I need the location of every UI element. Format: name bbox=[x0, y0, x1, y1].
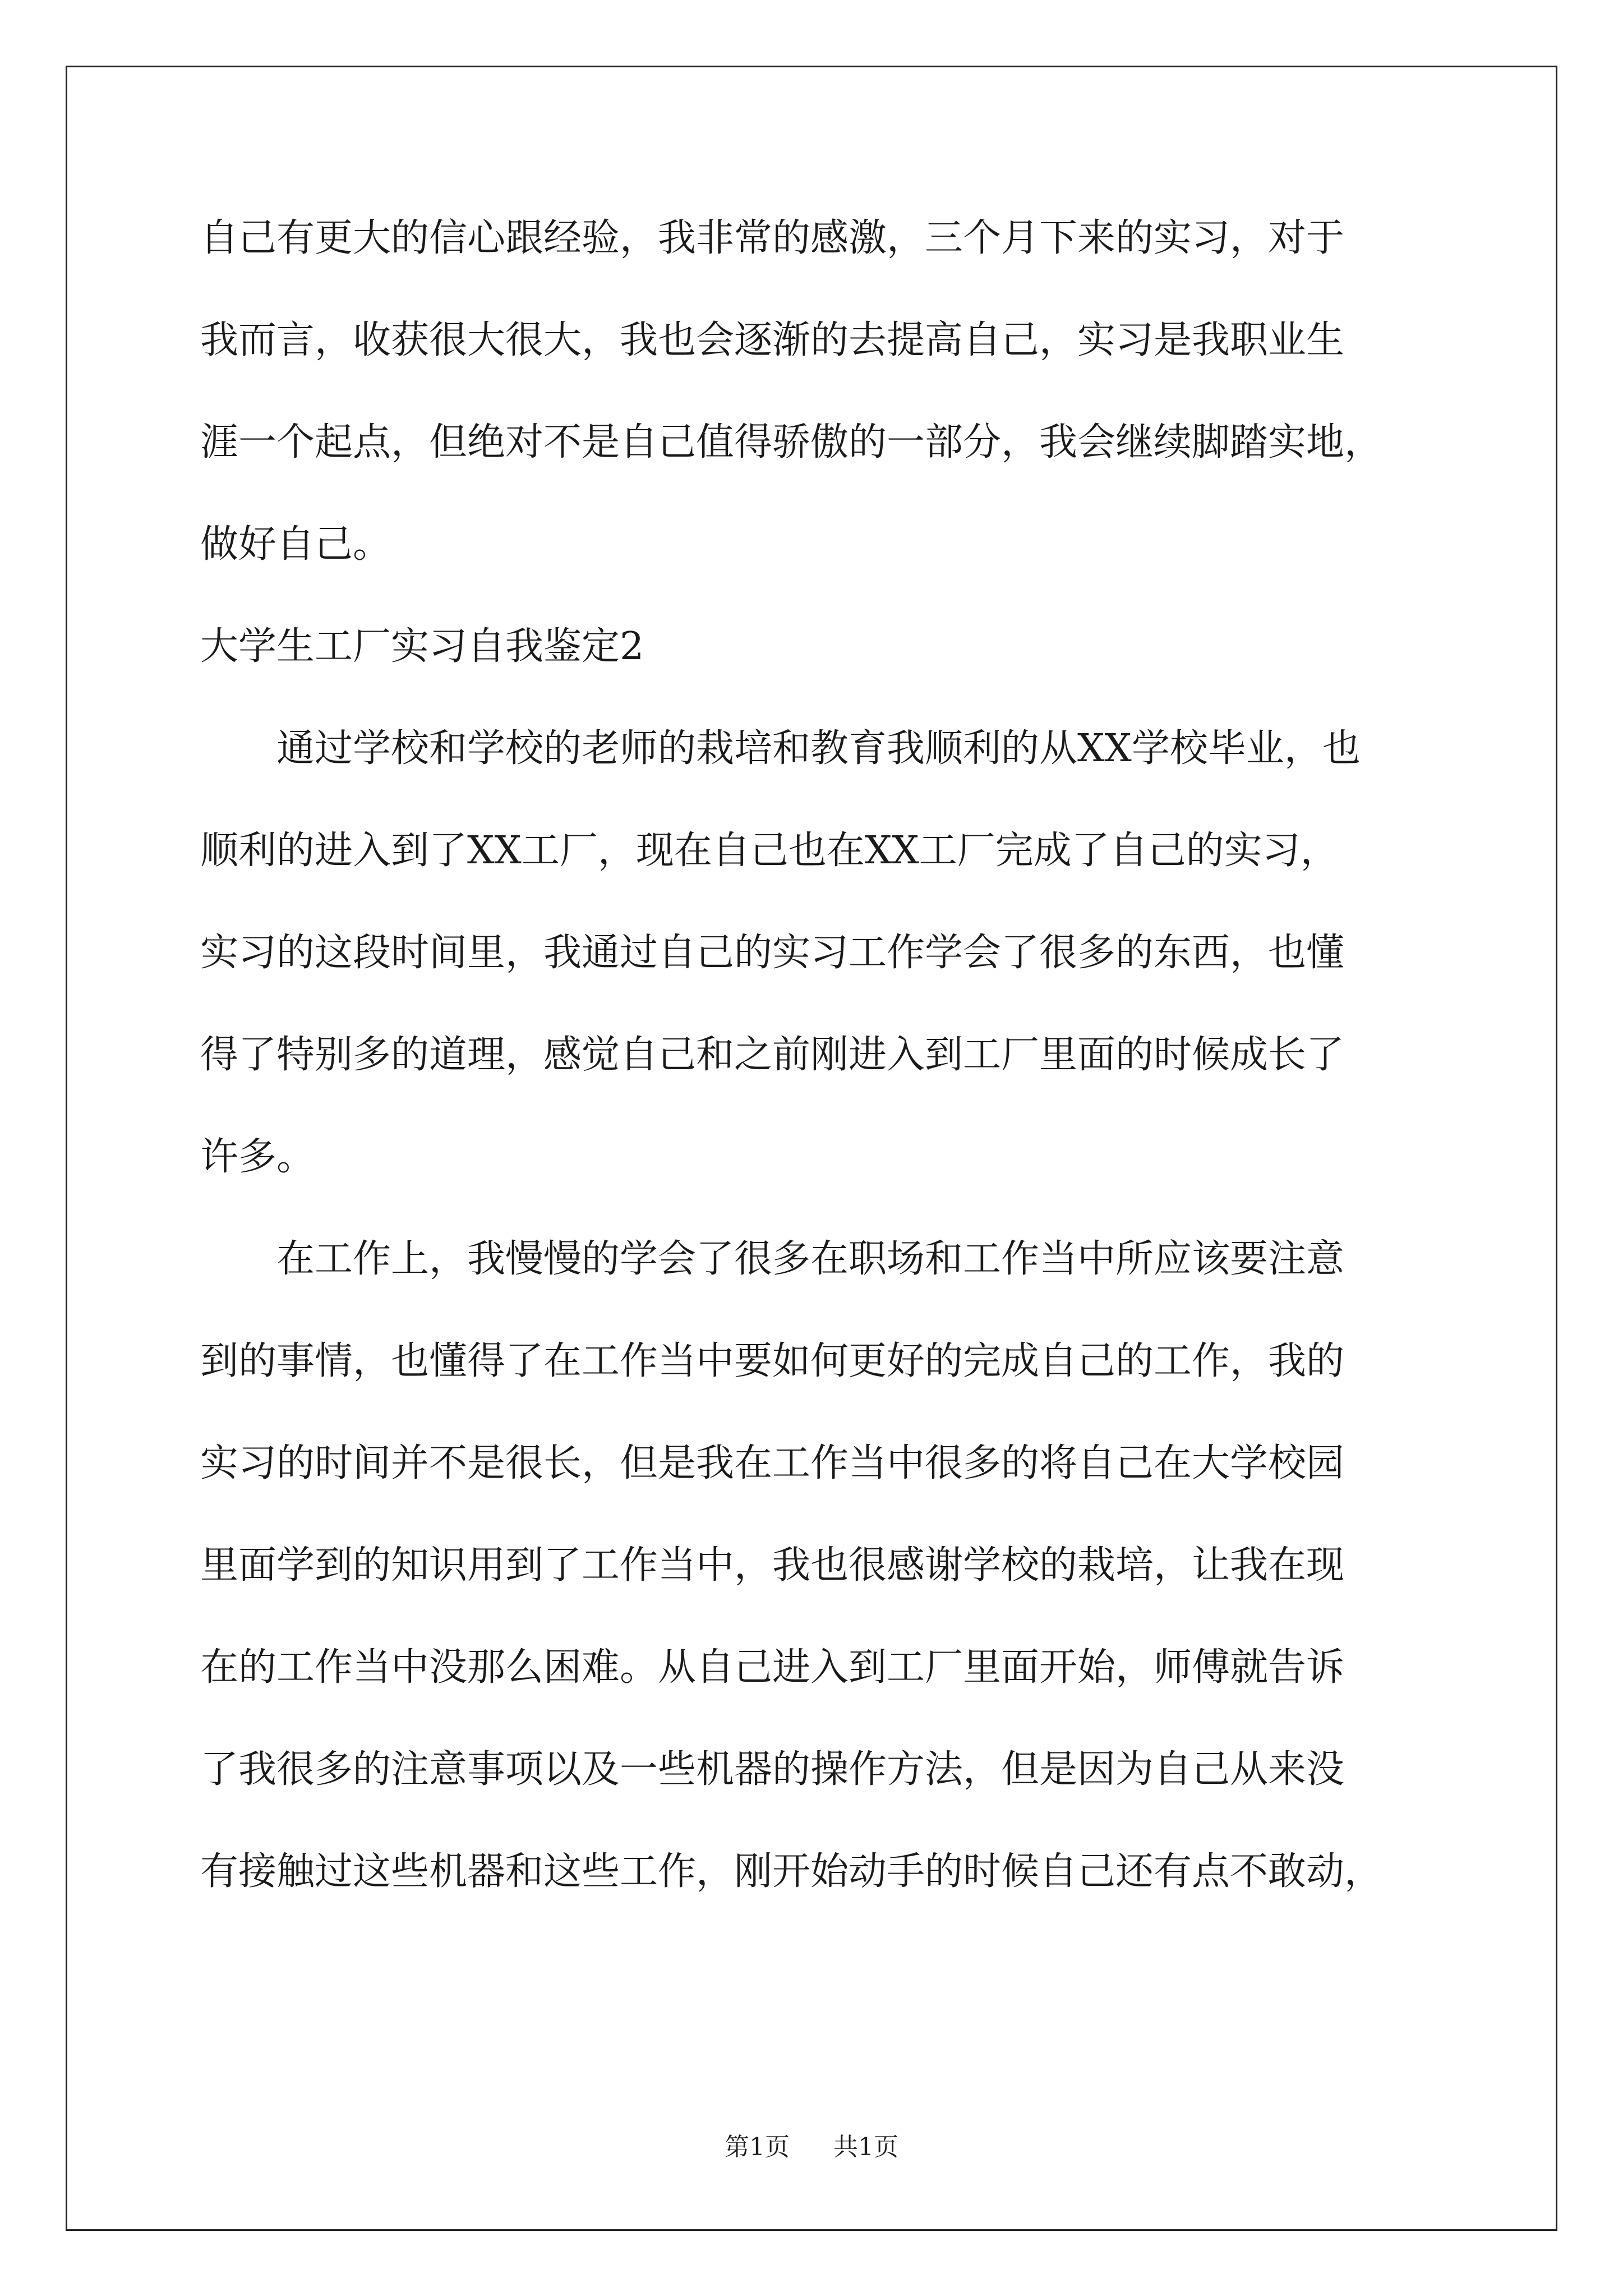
page-number-current: 第1页 bbox=[725, 2133, 790, 2161]
text-line: 实习的时间并不是很长，但是我在工作当中很多的将自己在大学校园 bbox=[200, 1441, 1345, 1485]
text-line: 实习的这段时间里，我通过自己的实习工作学会了很多的东西，也懂 bbox=[200, 931, 1345, 975]
text-line: 顺利的进入到了XX工厂，现在自己也在XX工厂完成了自己的实习， bbox=[200, 829, 1339, 873]
text-line: 到的事情，也懂得了在工作当中要如何更好的完成自己的工作，我的 bbox=[200, 1339, 1345, 1383]
text-line: 自己有更大的信心跟经验，我非常的感激，三个月下来的实习，对于 bbox=[200, 216, 1345, 260]
text-line: 许多。 bbox=[200, 1135, 315, 1179]
text-line: 涯一个起点，但绝对不是自己值得骄傲的一部分，我会继续脚踏实地， bbox=[200, 420, 1383, 464]
text-line: 有接触过这些机器和这些工作，刚开始动手的时候自己还有点不敢动， bbox=[200, 1849, 1383, 1894]
page-footer bbox=[0, 2131, 1623, 2164]
document-body bbox=[200, 210, 1473, 1946]
page-number-total: 共1页 bbox=[833, 2133, 898, 2161]
text-line: 里面学到的知识用到了工作当中，我也很感谢学校的栽培，让我在现 bbox=[200, 1543, 1345, 1588]
text-line: 在的工作当中没那么困难。从自己进入到工厂里面开始，师傅就告诉 bbox=[200, 1645, 1345, 1690]
section-heading: 大学生工厂实习自我鉴定2 bbox=[200, 624, 644, 669]
text-line: 在工作上，我慢慢的学会了很多在职场和工作当中所应该要注意 bbox=[276, 1237, 1345, 1281]
text-line: 通过学校和学校的老师的栽培和教育我顺利的从XX学校毕业，也 bbox=[276, 726, 1361, 771]
text-line: 做好自己。 bbox=[200, 522, 391, 567]
text-line: 了我很多的注意事项以及一些机器的操作方法，但是因为自己从来没 bbox=[200, 1747, 1345, 1792]
text-line: 我而言，收获很大很大，我也会逐渐的去提高自己，实习是我职业生 bbox=[200, 318, 1345, 362]
text-line: 得了特别多的道理，感觉自己和之前刚进入到工厂里面的时候成长了 bbox=[200, 1033, 1345, 1077]
